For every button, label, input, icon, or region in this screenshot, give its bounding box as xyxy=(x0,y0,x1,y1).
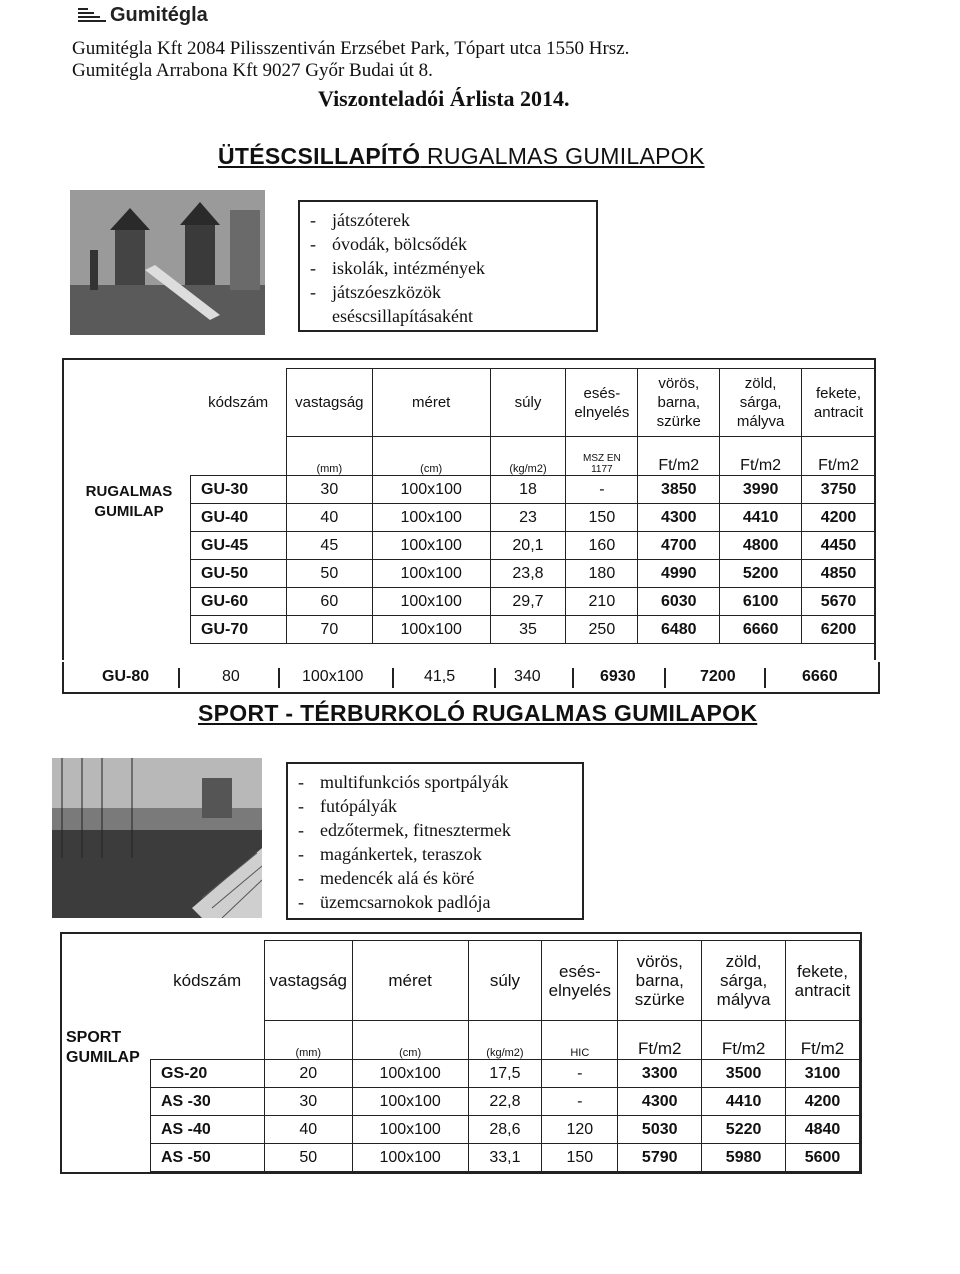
cell-fall: 150 xyxy=(542,1144,618,1172)
brick-logo-icon xyxy=(78,6,106,26)
usage-item: - futópályák xyxy=(298,796,397,816)
cell-fall: - xyxy=(542,1088,618,1116)
cell-fall: - xyxy=(542,1060,618,1088)
cell-price-col2: 6100 xyxy=(720,588,802,616)
header-code: kódszám xyxy=(173,971,242,990)
cell-price-col1: 5030 xyxy=(618,1116,702,1144)
cell-code: GU-30 xyxy=(191,476,287,504)
usage-item: - iskolák, intézmények xyxy=(310,258,485,278)
cell-size: 100x100 xyxy=(372,616,490,644)
section1-title-bold: ÜTÉSCSILLAPÍTÓ xyxy=(218,143,421,169)
unit-col1: Ft/m2 xyxy=(638,437,720,476)
header-fall: esés- elnyelés xyxy=(566,369,638,437)
unit-col2: Ft/m2 xyxy=(720,437,802,476)
section2-usage-box xyxy=(286,762,584,920)
header-thickness: vastagság xyxy=(264,941,352,1021)
pricelist-title: Viszonteladói Árlista 2014. xyxy=(318,86,570,111)
cell-price-col2: 5980 xyxy=(702,1144,786,1172)
cell-weight: 23,8 xyxy=(490,560,566,588)
cell-price-col3: 3750 xyxy=(802,476,876,504)
usage-item: - magánkertek, teraszok xyxy=(298,844,482,864)
cell-code: AS -30 xyxy=(151,1088,265,1116)
section1-title-rest: RUGALMAS GUMILAPOK xyxy=(420,143,705,169)
header-fall: esés- elnyelés xyxy=(542,941,618,1021)
usage-item: - üzemcsarnokok padlója xyxy=(298,892,491,912)
usage-item: - medencék alá és köré xyxy=(298,868,475,888)
cell-thickness: 50 xyxy=(264,1144,352,1172)
cell-price-col1: 3850 xyxy=(638,476,720,504)
unit-thickness: (mm) xyxy=(264,1021,352,1060)
cell-price-col2: 3500 xyxy=(702,1060,786,1088)
section1-label: RUGALMAS GUMILAP xyxy=(85,483,173,520)
table-row xyxy=(191,588,876,616)
usage-item-tail: eséscsillapításaként xyxy=(332,306,473,326)
cell-price-col1: 4990 xyxy=(638,560,720,588)
cell-price-col1: 3300 xyxy=(618,1060,702,1088)
cell-weight: 29,7 xyxy=(490,588,566,616)
cell-thickness: 45 xyxy=(286,532,372,560)
unit-size: (cm) xyxy=(352,1021,468,1060)
unit-weight: (kg/m2) xyxy=(490,437,566,476)
cell-weight: 22,8 xyxy=(468,1088,542,1116)
unit-col3: Ft/m2 xyxy=(802,437,876,476)
address-line-2: Gumitégla Arrabona Kft 9027 Győr Budai út 8. xyxy=(72,60,433,81)
cell-price-col2: 6660 xyxy=(720,616,802,644)
table-row xyxy=(191,616,876,644)
cell-code: GU-45 xyxy=(191,532,287,560)
gu80-price3: 6660 xyxy=(802,668,838,685)
header-size: méret xyxy=(352,941,468,1021)
header-color-group-3: fekete, antracit xyxy=(786,941,860,1021)
cell-weight: 23 xyxy=(490,504,566,532)
cell-size: 100x100 xyxy=(372,476,490,504)
cell-thickness: 30 xyxy=(264,1088,352,1116)
cell-price-col3: 3100 xyxy=(786,1060,860,1088)
gu80-fall: 340 xyxy=(514,668,541,685)
cell-thickness: 70 xyxy=(286,616,372,644)
unit-empty xyxy=(191,437,287,476)
cell-code: GU-60 xyxy=(191,588,287,616)
cell-weight: 33,1 xyxy=(468,1144,542,1172)
unit-col3: Ft/m2 xyxy=(786,1021,860,1060)
cell-price-col1: 5790 xyxy=(618,1144,702,1172)
unit-col2: Ft/m2 xyxy=(702,1021,786,1060)
cell-weight: 18 xyxy=(490,476,566,504)
cell-fall: 250 xyxy=(566,616,638,644)
unit-weight: (kg/m2) xyxy=(468,1021,542,1060)
usage-item: - óvodák, bölcsődék xyxy=(310,234,467,254)
gu80-size: 100x100 xyxy=(302,668,364,685)
cell-price-col2: 5220 xyxy=(702,1116,786,1144)
cell-size: 100x100 xyxy=(352,1116,468,1144)
header-color-group-2: zöld, sárga, mályva xyxy=(702,941,786,1021)
header-weight: súly xyxy=(490,369,566,437)
cell-thickness: 40 xyxy=(264,1116,352,1144)
cell-size: 100x100 xyxy=(352,1060,468,1088)
cell-code: GU-50 xyxy=(191,560,287,588)
cell-price-col1: 6480 xyxy=(638,616,720,644)
table-row xyxy=(191,560,876,588)
cell-code: AS -40 xyxy=(151,1116,265,1144)
cell-weight: 28,6 xyxy=(468,1116,542,1144)
section2-label: SPORT GUMILAP xyxy=(66,1029,140,1066)
cell-thickness: 20 xyxy=(264,1060,352,1088)
table-row xyxy=(151,1144,860,1172)
gu80-price2: 7200 xyxy=(700,668,736,685)
gu80-price1: 6930 xyxy=(600,668,636,685)
section1-price-table xyxy=(190,368,876,644)
unit-fall: MSZ EN 1177 xyxy=(566,437,638,476)
cell-fall: 210 xyxy=(566,588,638,616)
header-code: kódszám xyxy=(208,394,269,411)
gu80-weight: 41,5 xyxy=(424,668,456,685)
table-row xyxy=(151,1060,860,1088)
cell-thickness: 60 xyxy=(286,588,372,616)
sport-court-photo xyxy=(52,758,262,918)
table-row xyxy=(151,1116,860,1144)
cell-thickness: 50 xyxy=(286,560,372,588)
cell-price-col2: 4410 xyxy=(720,504,802,532)
company-logo xyxy=(78,4,208,27)
cell-price-col3: 4840 xyxy=(786,1116,860,1144)
section1-title xyxy=(218,143,705,170)
usage-item: - edzőtermek, fitnesztermek xyxy=(298,820,511,840)
cell-size: 100x100 xyxy=(372,588,490,616)
header-size: méret xyxy=(372,369,490,437)
header-color-group-2: zöld, sárga, mályva xyxy=(720,369,802,437)
cell-fall: 160 xyxy=(566,532,638,560)
section2-price-table xyxy=(150,940,860,1172)
cell-thickness: 40 xyxy=(286,504,372,532)
cell-weight: 17,5 xyxy=(468,1060,542,1088)
header-color-group-1: vörös, barna, szürke xyxy=(638,369,720,437)
cell-size: 100x100 xyxy=(372,532,490,560)
gu80-code: GU-80 xyxy=(102,668,150,685)
cell-price-col3: 4200 xyxy=(786,1088,860,1116)
cell-price-col3: 5600 xyxy=(786,1144,860,1172)
cell-fall: 150 xyxy=(566,504,638,532)
usage-item: - multifunkciós sportpályák xyxy=(298,772,509,792)
cell-size: 100x100 xyxy=(372,560,490,588)
header-weight: súly xyxy=(468,941,542,1021)
address-line-1: Gumitégla Kft 2084 Pilisszentiván Erzsébet Park, Tópart utca 1550 Hrsz. xyxy=(72,38,630,59)
cell-price-col2: 4410 xyxy=(702,1088,786,1116)
cell-code: GU-70 xyxy=(191,616,287,644)
cell-code: GU-40 xyxy=(191,504,287,532)
section2-title xyxy=(198,700,757,727)
header-thickness: vastagság xyxy=(286,369,372,437)
cell-price-col1: 4700 xyxy=(638,532,720,560)
unit-empty xyxy=(151,1021,265,1060)
cell-code: AS -50 xyxy=(151,1144,265,1172)
section1-usage-box xyxy=(298,200,598,332)
table-row xyxy=(191,532,876,560)
usage-item: - játszóeszközök xyxy=(310,282,441,302)
gu80-row xyxy=(62,662,880,694)
unit-col1: Ft/m2 xyxy=(618,1021,702,1060)
table-row xyxy=(191,476,876,504)
table-row xyxy=(151,1088,860,1116)
unit-size: (cm) xyxy=(372,437,490,476)
cell-weight: 20,1 xyxy=(490,532,566,560)
cell-price-col1: 4300 xyxy=(618,1088,702,1116)
cell-price-col3: 4200 xyxy=(802,504,876,532)
cell-size: 100x100 xyxy=(352,1088,468,1116)
cell-price-col1: 6030 xyxy=(638,588,720,616)
cell-size: 100x100 xyxy=(372,504,490,532)
cell-weight: 35 xyxy=(490,616,566,644)
table-row xyxy=(191,504,876,532)
cell-thickness: 30 xyxy=(286,476,372,504)
cell-fall: - xyxy=(566,476,638,504)
cell-price-col2: 5200 xyxy=(720,560,802,588)
logo-text: Gumitégla xyxy=(110,4,208,26)
cell-price-col3: 4850 xyxy=(802,560,876,588)
cell-price-col3: 5670 xyxy=(802,588,876,616)
cell-price-col3: 6200 xyxy=(802,616,876,644)
cell-code: GS-20 xyxy=(151,1060,265,1088)
usage-item: - játszóterek xyxy=(310,210,410,230)
cell-price-col3: 4450 xyxy=(802,532,876,560)
cell-fall: 120 xyxy=(542,1116,618,1144)
cell-price-col1: 4300 xyxy=(638,504,720,532)
unit-thickness: (mm) xyxy=(286,437,372,476)
unit-fall: HIC xyxy=(542,1021,618,1060)
cell-price-col2: 3990 xyxy=(720,476,802,504)
header-color-group-3: fekete, antracit xyxy=(802,369,876,437)
header-color-group-1: vörös, barna, szürke xyxy=(618,941,702,1021)
section2-title-bold: SPORT - TÉRBURKOLÓ RUGALMAS GUMILAPOK xyxy=(198,700,758,726)
cell-fall: 180 xyxy=(566,560,638,588)
gu80-mm: 80 xyxy=(222,668,240,685)
cell-size: 100x100 xyxy=(352,1144,468,1172)
playground-photo xyxy=(70,190,265,335)
cell-price-col2: 4800 xyxy=(720,532,802,560)
